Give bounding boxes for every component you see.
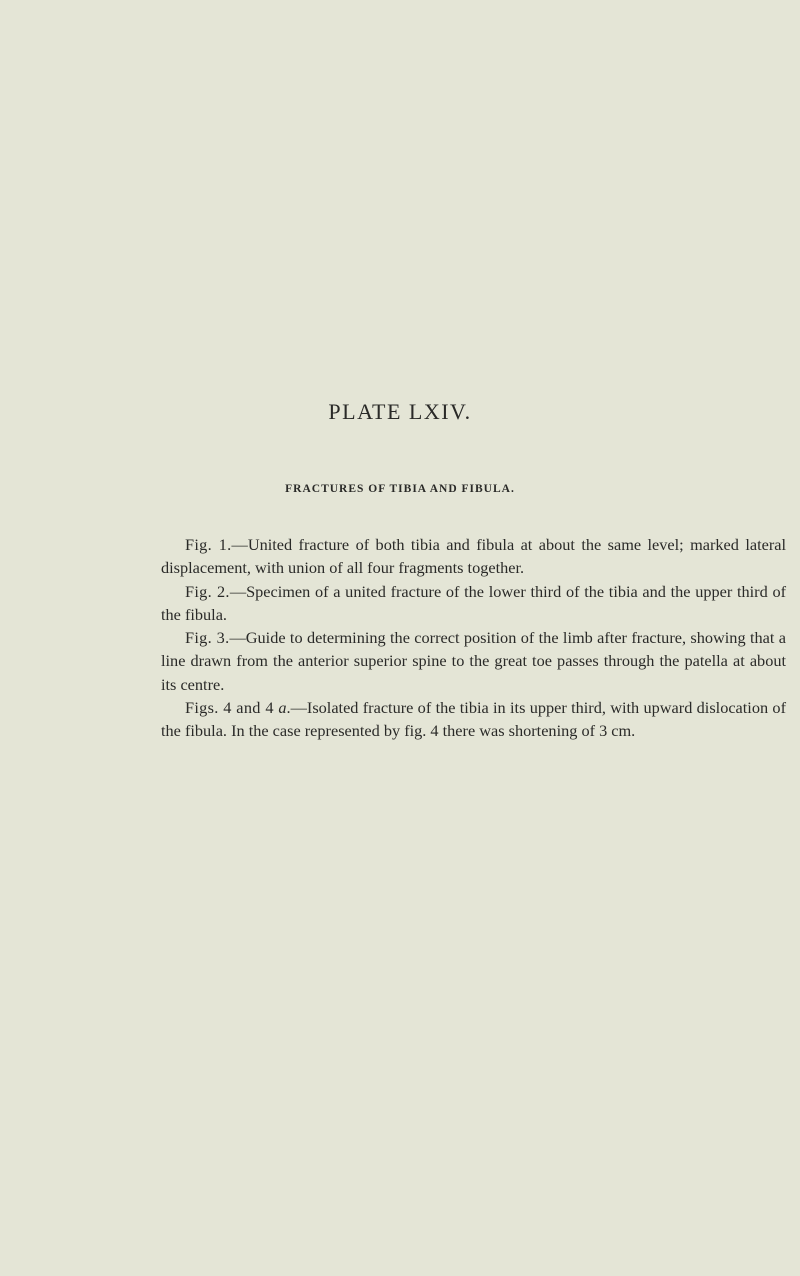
caption-label: Figs. 4 and 4 — [185, 698, 279, 718]
caption-fig-4 — [161, 696, 786, 743]
caption-italic-letter: a — [278, 698, 287, 718]
caption-text: —Specimen of a united fracture of the lower third of the tibia and the upper third of the fibula. — [161, 581, 787, 624]
caption-fig-1 — [161, 533, 786, 580]
plate-subtitle: FRACTURES OF TIBIA AND FIBULA. — [285, 483, 515, 495]
caption-fig-3 — [161, 626, 786, 696]
caption-label: Fig. 2. — [185, 581, 230, 601]
figure-captions — [161, 533, 786, 743]
caption-label: Fig. 3. — [185, 628, 230, 648]
caption-label: Fig. 1. — [185, 535, 232, 554]
caption-fig-2 — [161, 580, 786, 627]
caption-text: .—Isolated fracture of the tibia in its upper third, with upward dislocation of the fibula. In the case represented by fig. 4 there was shortening of 3 cm. — [161, 698, 786, 741]
caption-text: —United fracture of both tibia and fibula at about the same level; marked lateral displacement, with union of all four fragments together. — [161, 535, 787, 578]
plate-title: PLATE LXIV. — [328, 399, 472, 424]
caption-text: —Guide to determining the correct position of the limb after fracture, showing that a line drawn from the anterior superior spine to the great toe passes through the patella at about its centre. — [161, 628, 786, 694]
